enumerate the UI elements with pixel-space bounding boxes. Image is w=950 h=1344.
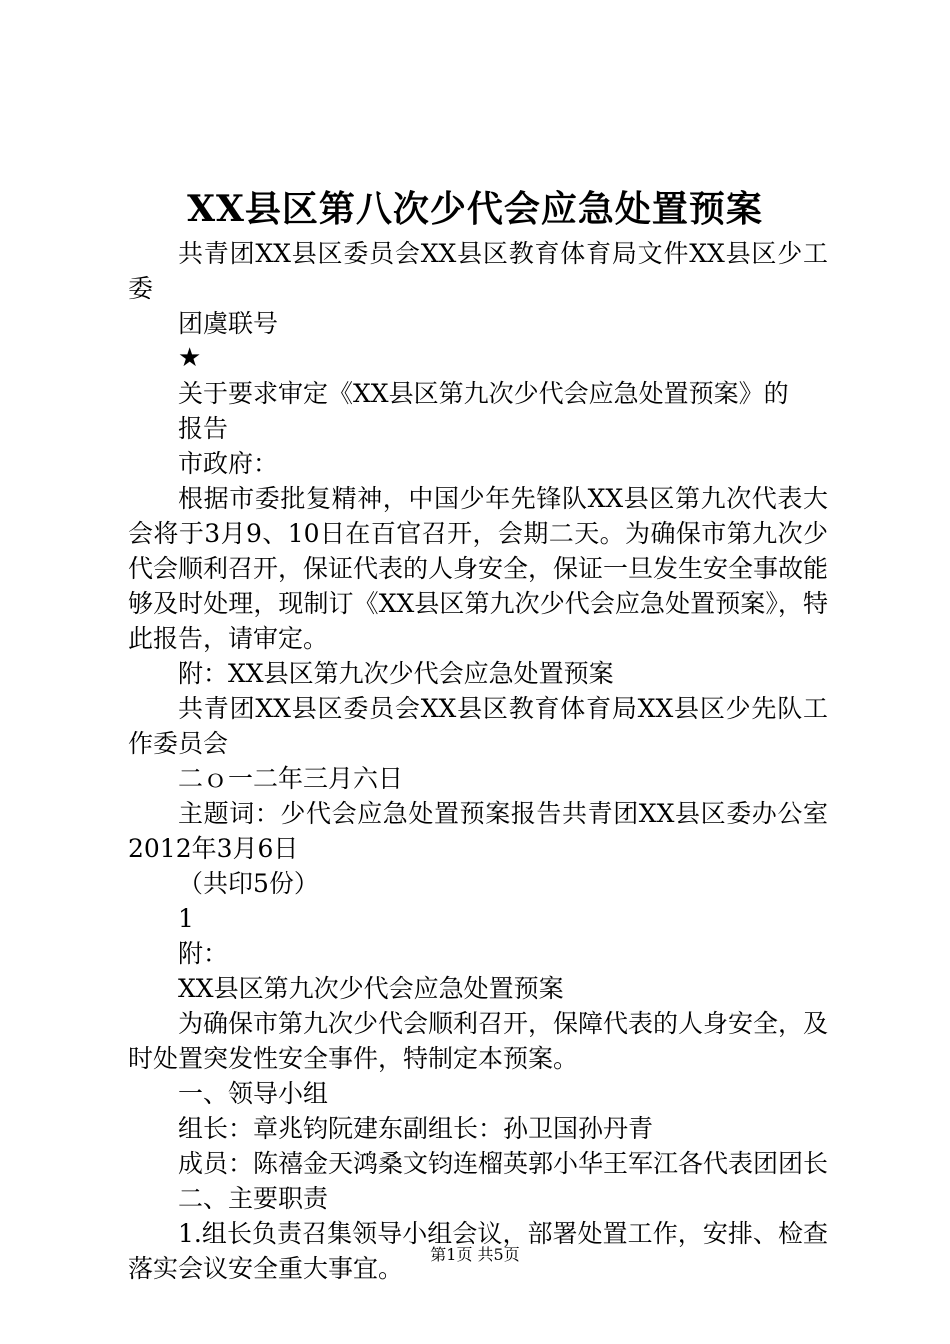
paragraph-leaders: 组长：章兆钧阮建东副组长：孙卫国孙丹青 bbox=[178, 1114, 654, 1143]
paragraph-copies: （共印5份） bbox=[178, 869, 319, 898]
paragraph-doc-number: 团虞联号 bbox=[178, 309, 279, 338]
paragraph-subject: 关于要求审定《XX县区第九次少代会应急处置预案》的 bbox=[178, 379, 789, 408]
star-icon: ★ bbox=[178, 343, 202, 373]
paragraph-date: 二ｏ一二年三月六日 bbox=[178, 764, 404, 793]
paragraph-addressee: 市政府： bbox=[178, 449, 279, 478]
paragraph-attachment-title: XX县区第九次少代会应急处置预案 bbox=[178, 974, 564, 1003]
section-heading-duties: 二、主要职责 bbox=[178, 1184, 329, 1213]
paragraph-duty-1: 1.组长负责召集领导小组会议，部署处置工作，安排、检查落实会议安全重大事宜。 bbox=[128, 1219, 828, 1283]
paragraph-number: 1 bbox=[178, 904, 194, 933]
paragraph-purpose: 为确保市第九次少代会顺利召开，保障代表的人身安全，及时处置突发性安全事件，特制定本预案。 bbox=[128, 1009, 829, 1073]
document-body bbox=[128, 236, 828, 1286]
paragraph-members: 成员：陈禧金天鸿桑文钧连榴英郭小华王军江各代表团团长 bbox=[178, 1149, 829, 1178]
document-title: XX县区第八次少代会应急处置预案 bbox=[187, 188, 763, 230]
paragraph-keywords: 主题词：少代会应急处置预案报告共青团XX县区委办公室2012年3月6日 bbox=[128, 799, 828, 863]
paragraph-issuers: 共青团XX县区委员会XX县区教育体育局文件XX县区少工委 bbox=[128, 239, 828, 303]
section-heading-leadership: 一、领导小组 bbox=[178, 1079, 329, 1108]
paragraph-attachment-note: 附：XX县区第九次少代会应急处置预案 bbox=[178, 659, 614, 688]
paragraph-attachment-label: 附： bbox=[178, 939, 229, 968]
paragraph-main: 根据市委批复精神，中国少年先锋队XX县区第九次代表大会将于3月9、10日在百官召开，会期二天。为确保市第九次少代会顺利召开，保证代表的人身安全，保证一旦发生安全事故能够及时处理，现制订《XX县区第九次少代会应急处置预案》，特此报告，请审定。 bbox=[128, 484, 829, 653]
paragraph-signatories: 共青团XX县区委员会XX县区教育体育局XX县区少先队工作委员会 bbox=[128, 694, 828, 758]
page-number-footer: 第1页 共5页 bbox=[430, 1245, 520, 1264]
paragraph-subject-cont: 报告 bbox=[178, 414, 229, 443]
